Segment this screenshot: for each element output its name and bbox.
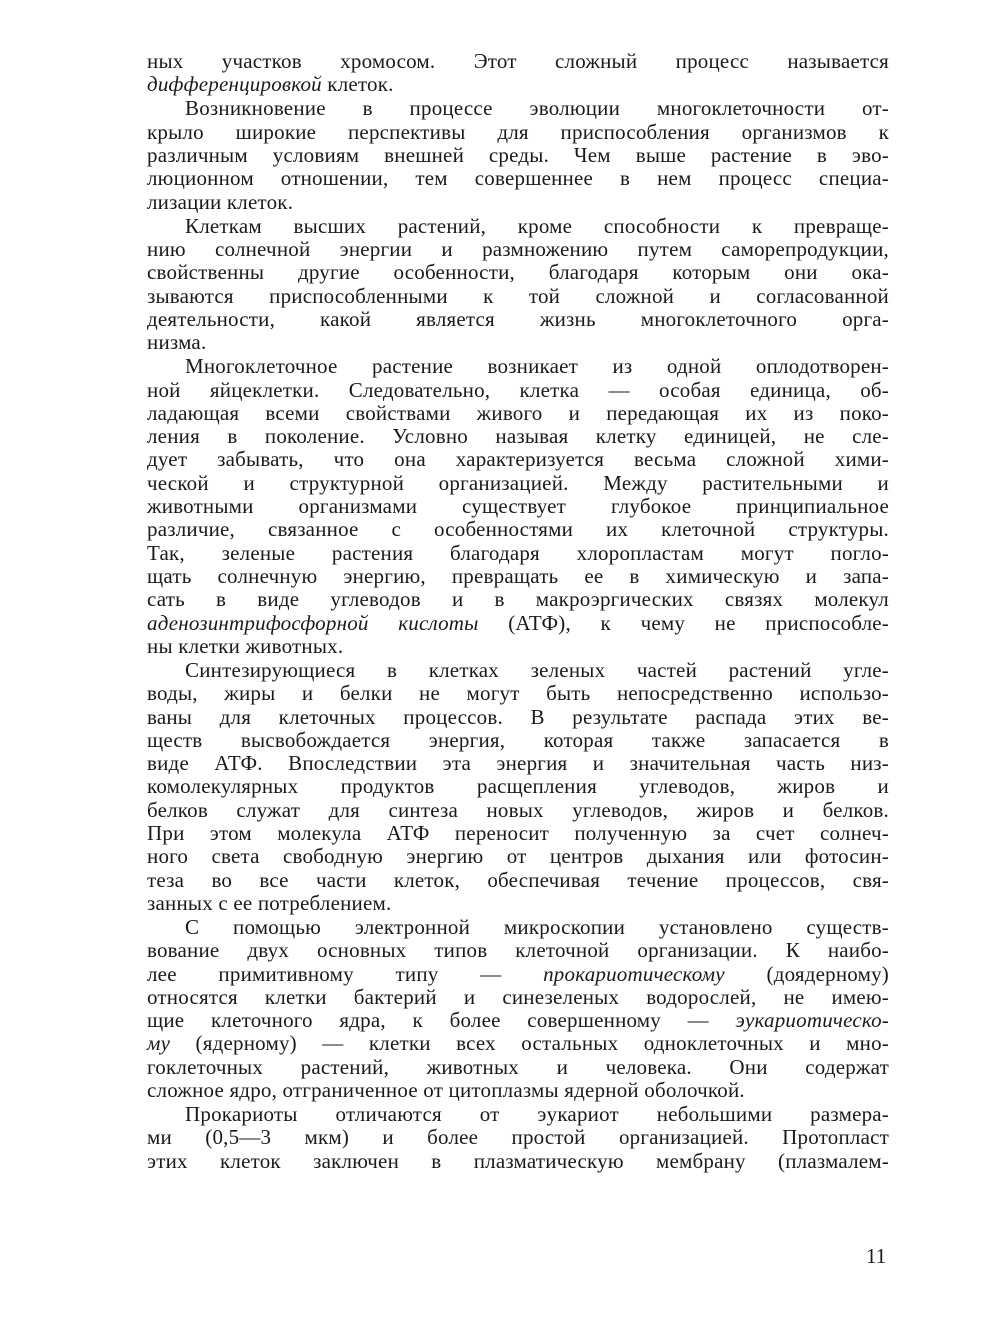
text-run: ной яйцеклетки. Следовательно, клетка — особая единица, об- <box>147 377 889 402</box>
text-run: комолекулярных продуктов расщепления углеводов, жиров и <box>147 774 889 799</box>
text-line <box>147 50 889 73</box>
text-line <box>147 565 889 588</box>
text-run: низма. <box>147 330 207 355</box>
italic-term: эукариотическо- <box>735 1008 889 1033</box>
text-run: вование двух основных типов клеточной организации. К наибо- <box>147 938 889 963</box>
paragraph-gap <box>147 1173 889 1174</box>
text-run: животными организмами существует глубокое принципиальное <box>147 494 889 519</box>
text-run: свойственны другие особенности, благодаря которым они ока- <box>147 260 889 285</box>
text-line <box>147 635 889 658</box>
text-line <box>147 916 889 939</box>
italic-term: аденозинтрифосфорной кислоты <box>147 610 479 635</box>
text-run: воды, жиры и белки не могут быть непосредственно использо- <box>147 681 889 706</box>
text-run: занных с ее потреблением. <box>147 890 392 915</box>
text-run: дует забывать, что она характеризуется весьма сложной хими- <box>147 447 889 472</box>
text-run: Возникновение в процессе эволюции многоклеточности от- <box>185 96 889 121</box>
text-line <box>147 752 889 775</box>
text-run: сложное ядро, отграниченное от цитоплазмы ядерной оболочкой. <box>147 1078 745 1103</box>
text-line <box>147 542 889 565</box>
text-line <box>147 822 889 845</box>
text-line <box>147 729 889 752</box>
paragraph <box>147 659 889 915</box>
italic-term: дифференцировкой <box>147 72 322 97</box>
text-run: ми (0,5—3 мкм) и более простой организацией. Протопласт <box>147 1125 889 1150</box>
paragraph <box>147 1103 889 1173</box>
text-run: люционном отношении, тем совершеннее в нем процесс специа- <box>147 166 889 191</box>
text-line <box>147 167 889 190</box>
text-line <box>147 682 889 705</box>
text-line <box>147 121 889 144</box>
text-line <box>147 939 889 962</box>
text-line <box>147 379 889 402</box>
text-line <box>147 986 889 1009</box>
text-line <box>147 97 889 120</box>
text-run: ления в поколение. Условно называя клетку единицей, не сле- <box>147 424 889 449</box>
text-line <box>147 215 889 238</box>
text-run: виде АТФ. Впоследствии эта энергия и значительная часть низ- <box>147 751 889 776</box>
text-line <box>147 1103 889 1126</box>
text-line <box>147 1009 889 1032</box>
text-line <box>147 845 889 868</box>
text-run: различие, связанное с особенностями их клеточной структуры. <box>147 517 889 542</box>
italic-term: прокариотическому <box>543 961 725 986</box>
text-line <box>147 1032 889 1055</box>
text-run: Клеткам высших растений, кроме способности к превраще- <box>185 213 889 238</box>
text-run: крыло широкие перспективы для приспособления организмов к <box>147 119 889 144</box>
text-line <box>147 659 889 682</box>
text-line <box>147 1079 889 1102</box>
text-run: Многоклеточное растение возникает из одной оплодотворен- <box>185 354 889 379</box>
paragraph <box>147 97 889 213</box>
text-run: зываются приспособленными к той сложной и согласованной <box>147 283 889 308</box>
page-body <box>147 50 889 1174</box>
paragraph <box>147 215 889 355</box>
text-line <box>147 285 889 308</box>
paragraph <box>147 916 889 1102</box>
text-line <box>147 331 889 354</box>
text-line <box>147 495 889 518</box>
text-line <box>147 355 889 378</box>
text-line <box>147 1150 889 1173</box>
text-line <box>147 963 889 986</box>
text-line <box>147 238 889 261</box>
text-run: Так, зеленые растения благодаря хлоропластам могут погло- <box>147 540 889 565</box>
text-run: относятся клетки бактерий и синезеленых водорослей, не имею- <box>147 984 889 1009</box>
text-line <box>147 518 889 541</box>
text-run: ческой и структурной организацией. Между растительными и <box>147 470 889 495</box>
text-run: ладающая всеми свойствами живого и передающая их из поко- <box>147 400 889 425</box>
text-line <box>147 144 889 167</box>
text-run: (доядерному) <box>724 961 889 986</box>
text-line <box>147 472 889 495</box>
text-line <box>147 191 889 214</box>
text-line <box>147 308 889 331</box>
text-run: При этом молекула АТФ переносит полученную за счет солнеч- <box>147 820 889 845</box>
page-number: 11 <box>866 1244 887 1268</box>
text-run: сать в виде углеводов и в макроэргических связях молекул <box>147 587 889 612</box>
text-run: различным условиям внешней среды. Чем выше растение в эво- <box>147 142 889 167</box>
paragraph <box>147 355 889 658</box>
text-line <box>147 1126 889 1149</box>
text-run: лизации клеток. <box>147 189 294 214</box>
text-run: С помощью электронной микроскопии установлено существ- <box>185 914 889 939</box>
text-run: теза во все части клеток, обеспечивая течение процессов, свя- <box>147 867 889 892</box>
text-run: Прокариоты отличаются от эукариот небольшими размера- <box>185 1102 889 1127</box>
text-line <box>147 706 889 729</box>
text-run: клеток. <box>321 72 394 97</box>
text-line <box>147 1056 889 1079</box>
text-line <box>147 261 889 284</box>
text-line <box>147 402 889 425</box>
text-line <box>147 775 889 798</box>
text-run: нию солнечной энергии и размножению путем саморепродукции, <box>147 236 889 261</box>
text-run: Синтезирующиеся в клетках зеленых частей растений угле- <box>185 657 889 682</box>
text-run: лее примитивному типу — <box>147 961 544 986</box>
text-run: этих клеток заключен в плазматическую мембрану (плазмалем- <box>147 1148 889 1173</box>
text-run: щать солнечную энергию, превращать ее в химическую и запа- <box>147 563 889 588</box>
text-run: ваны для клеточных процессов. В результате распада этих ве- <box>147 704 889 729</box>
text-run: гоклеточных растений, животных и человека. Они содержат <box>147 1054 889 1079</box>
text-run: щие клеточного ядра, к более совершенному — <box>147 1008 736 1033</box>
text-run: (АТФ), к чему не приспособле- <box>478 610 889 635</box>
text-run: ного света свободную энергию от центров дыхания или фотосин- <box>147 844 889 869</box>
text-line <box>147 448 889 471</box>
text-line <box>147 588 889 611</box>
text-run: деятельности, какой является жизнь многоклеточного орга- <box>147 306 889 331</box>
text-run: ны клетки животных. <box>147 633 344 658</box>
text-run: ществ высвобождается энергия, которая также запасается в <box>147 727 889 752</box>
text-line <box>147 869 889 892</box>
italic-term: му <box>147 1031 171 1056</box>
text-line <box>147 892 889 915</box>
text-run: (ядерному) — клетки всех остальных одноклеточных и мно- <box>170 1031 889 1056</box>
text-line <box>147 799 889 822</box>
text-run: белков служат для синтеза новых углеводов, жиров и белков. <box>147 797 889 822</box>
text-line <box>147 425 889 448</box>
text-line <box>147 73 889 96</box>
text-run: ных участков хромосом. Этот сложный процесс называется <box>147 49 889 73</box>
paragraph <box>147 50 889 97</box>
text-line <box>147 612 889 635</box>
